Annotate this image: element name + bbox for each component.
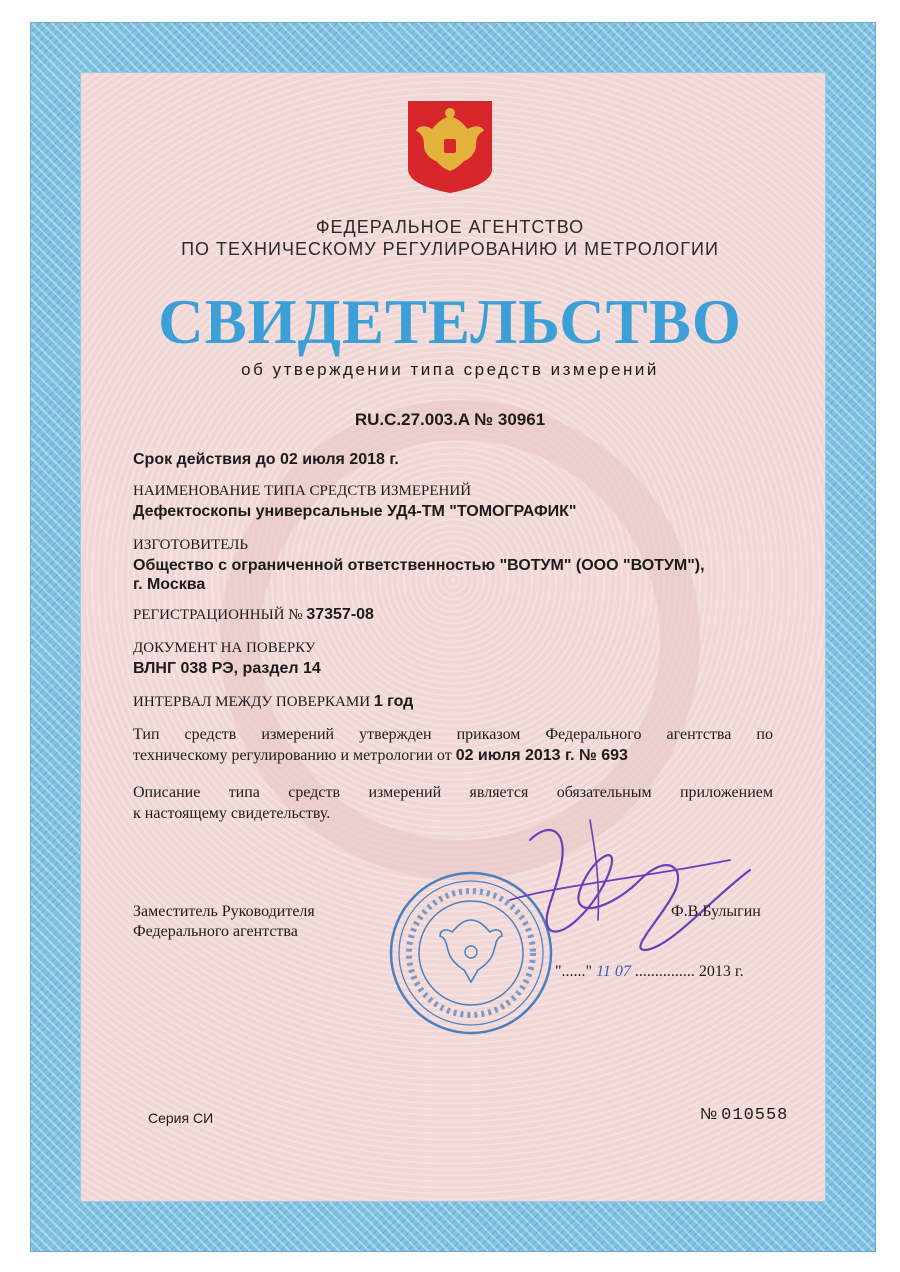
- validity-label: Срок действия до: [133, 451, 276, 468]
- signature-date-day: 11: [596, 963, 611, 980]
- handwritten-signature: [470, 800, 770, 960]
- registration-value: 37357-08: [306, 606, 374, 623]
- document-subtitle: об утверждении типа средств измерений: [241, 360, 659, 379]
- description-line-2: к настоящему свидетельству.: [133, 805, 331, 822]
- signature-date: [555, 963, 744, 981]
- signatory-title-line-1: Заместитель Руководителя: [133, 903, 315, 920]
- blank-number-prefix: №: [700, 1106, 718, 1123]
- agency-line-1: ФЕДЕРАЛЬНОЕ АГЕНТСТВО: [315, 217, 585, 237]
- signature-date-month: 07: [614, 963, 631, 980]
- registration-label: РЕГИСТРАЦИОННЫЙ №: [133, 607, 303, 623]
- document-title: СВИДЕТЕЛЬСТВО: [158, 287, 742, 357]
- verification-doc-value: ВЛНГ 038 РЭ, раздел 14: [133, 660, 321, 677]
- signatory-title-line-2: Федерального агентства: [133, 923, 298, 940]
- approval-line-2: [133, 747, 628, 765]
- approval-line-2-text: техническому регулированию и метрологии от: [133, 747, 452, 764]
- signature-date-day-blank: "......": [555, 963, 593, 980]
- interval-label: ИНТЕРВАЛ МЕЖДУ ПОВЕРКАМИ: [133, 694, 371, 710]
- description-line-1: Описание типа средств измерений является обязательным приложением: [133, 784, 773, 801]
- blank-number-value: 010558: [721, 1106, 789, 1125]
- verification-doc-label: ДОКУМЕНТ НА ПОВЕРКУ: [133, 640, 316, 656]
- manufacturer-value-line-2: г. Москва: [133, 576, 206, 593]
- instrument-label: НАИМЕНОВАНИЕ ТИПА СРЕДСТВ ИЗМЕРЕНИЙ: [133, 483, 472, 499]
- signature-date-dots: ...............: [634, 963, 695, 980]
- interval-value: 1 год: [373, 693, 414, 710]
- registration-line: [133, 606, 374, 624]
- certificate-number: RU.C.27.003.A № 30961: [354, 410, 546, 429]
- approval-line-1: Тип средств измерений утвержден приказом Федерального агентства по: [133, 726, 773, 743]
- blank-number: [700, 1106, 788, 1125]
- interval-line: [133, 693, 413, 711]
- series-label: Серия СИ: [148, 1110, 214, 1126]
- signature-date-year: 2013 г.: [698, 963, 744, 980]
- validity-value: 02 июля 2018 г.: [280, 451, 399, 468]
- approval-order-date: 02 июля 2013 г. № 693: [455, 747, 628, 764]
- agency-line-2: ПО ТЕХНИЧЕСКОМУ РЕГУЛИРОВАНИЮ И МЕТРОЛОГИИ: [181, 239, 719, 259]
- manufacturer-value-line-1: Общество с ограниченной ответственностью "ВОТУМ" (ООО "ВОТУМ"),: [133, 557, 705, 574]
- instrument-value: Дефектоскопы универсальные УД4-ТМ "ТОМОГРАФИК": [133, 503, 577, 520]
- validity-line: [133, 451, 399, 469]
- manufacturer-label: ИЗГОТОВИТЕЛЬ: [133, 537, 249, 553]
- signatory-name: Ф.В.Булыгин: [671, 903, 761, 920]
- russian-coat-of-arms-icon: [406, 99, 494, 195]
